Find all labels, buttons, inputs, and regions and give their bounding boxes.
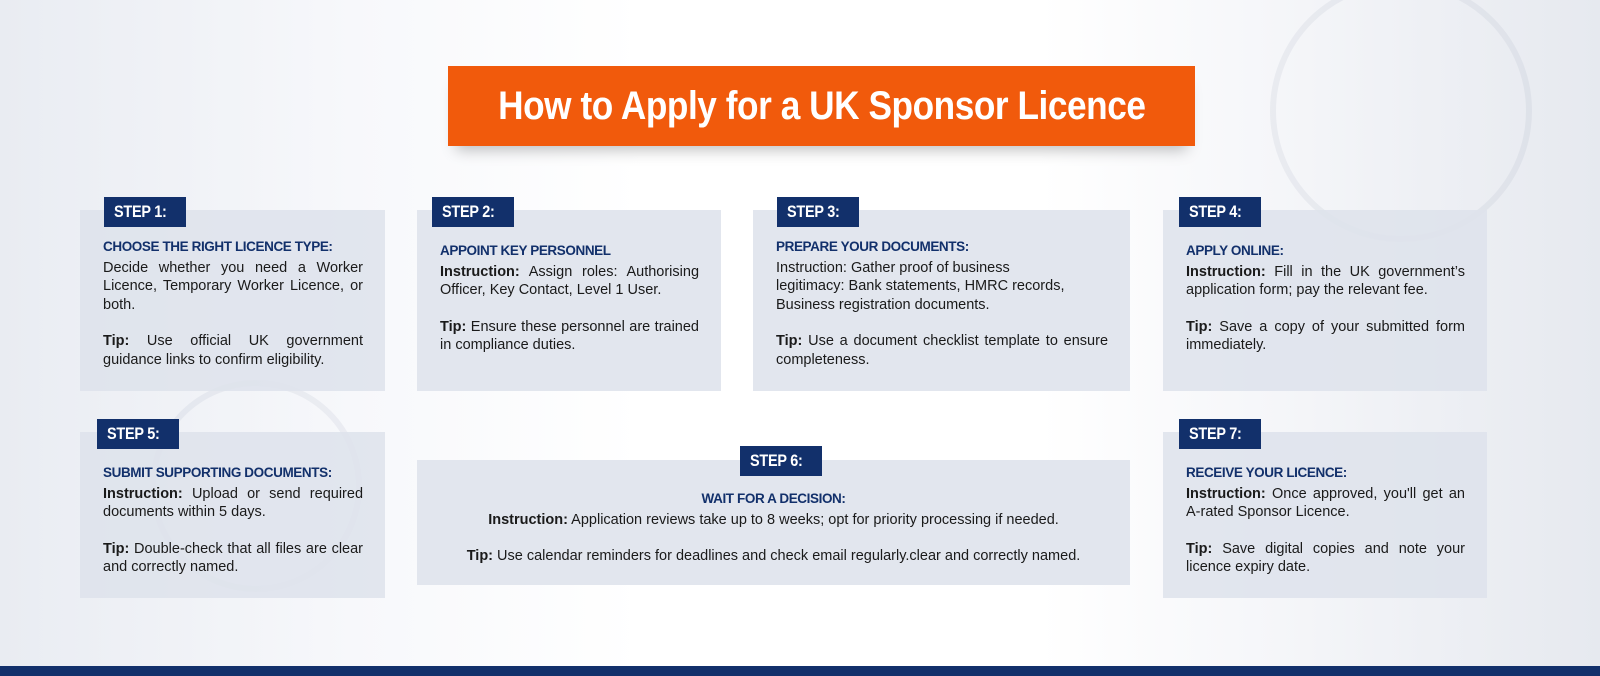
step-5-badge: STEP 5: [97,419,179,449]
instruction-label: Instruction: [1186,263,1266,280]
instruction-label: Instruction: [103,485,183,502]
tip-label: Tip: [1186,318,1213,335]
step-2-card [417,210,721,391]
step-heading: CHOOSE THE RIGHT LICENCE TYPE: [103,239,333,254]
page-title: How to Apply for a UK Sponsor Licence [497,83,1146,128]
step-heading: WAIT FOR A DECISION: [701,491,846,506]
tip-text: Use official UK government guidance links to confirm eligibility. [103,333,363,368]
instruction-text: Fill in the UK government’s application form; pay the relevant fee. [1186,263,1465,298]
instruction-text: Instruction: Gather proof of business legitimacy: Bank statements, HMRC records, Business registration documents. [776,259,1065,313]
tip-label: Tip: [440,318,467,335]
clock-decoration [1270,0,1532,242]
step-4-card [1163,210,1487,391]
instruction-label: Instruction: [440,263,520,280]
title-banner [448,66,1195,146]
step-4-badge: STEP 4: [1179,197,1261,227]
step-7-badge: STEP 7: [1179,419,1261,449]
step-6-badge: STEP 6: [740,446,822,476]
step-heading: RECEIVE YOUR LICENCE: [1186,465,1347,480]
tip-text: Ensure these personnel are trained in compliance duties. [440,318,699,353]
step-5-card [80,432,385,598]
instruction-text: Assign roles: Authorising Officer, Key Contact, Level 1 User. [440,263,700,298]
instruction-text: Upload or send required documents within 5 days. [103,485,364,520]
step-heading: SUBMIT SUPPORTING DOCUMENTS: [103,465,332,480]
tip-label: Tip: [466,548,494,564]
step-3-card [753,210,1130,391]
tip-label: Tip: [103,333,130,349]
tip-text: Use calendar reminders for deadlines and check email regularly.clear and correctly named. [497,548,1081,564]
footer-bar [0,666,1600,676]
instruction-label: Instruction: [1186,485,1266,502]
instruction-text: Application reviews take up to 8 weeks; opt for priority processing if needed. [571,511,1059,528]
instruction-text: Decide whether you need a Worker Licence, Temporary Worker Licence, or both. [103,259,363,313]
step-1-card [80,210,385,391]
instruction-text: Once approved, you'll get an A-rated Sponsor Licence. [1186,485,1466,520]
instruction-label: Instruction: [488,511,568,528]
step-1-badge: STEP 1: [104,197,186,227]
tip-text: Save a copy of your submitted form immediately. [1186,318,1465,353]
tip-label: Tip: [776,333,803,349]
step-3-badge: STEP 3: [777,197,859,227]
step-6-card [417,460,1130,585]
step-7-card [1163,432,1487,598]
step-heading: PREPARE YOUR DOCUMENTS: [776,239,969,254]
tip-text: Save digital copies and note your licence expiry date. [1186,540,1465,575]
step-heading: APPOINT KEY PERSONNEL [440,243,611,258]
tip-label: Tip: [103,540,130,557]
tip-text: Double-check that all files are clear and correctly named. [103,540,363,575]
tip-label: Tip: [1186,540,1213,557]
step-heading: APPLY ONLINE: [1186,243,1284,258]
tip-text: Use a document checklist template to ensure completeness. [776,333,1109,368]
step-2-badge: STEP 2: [432,197,514,227]
